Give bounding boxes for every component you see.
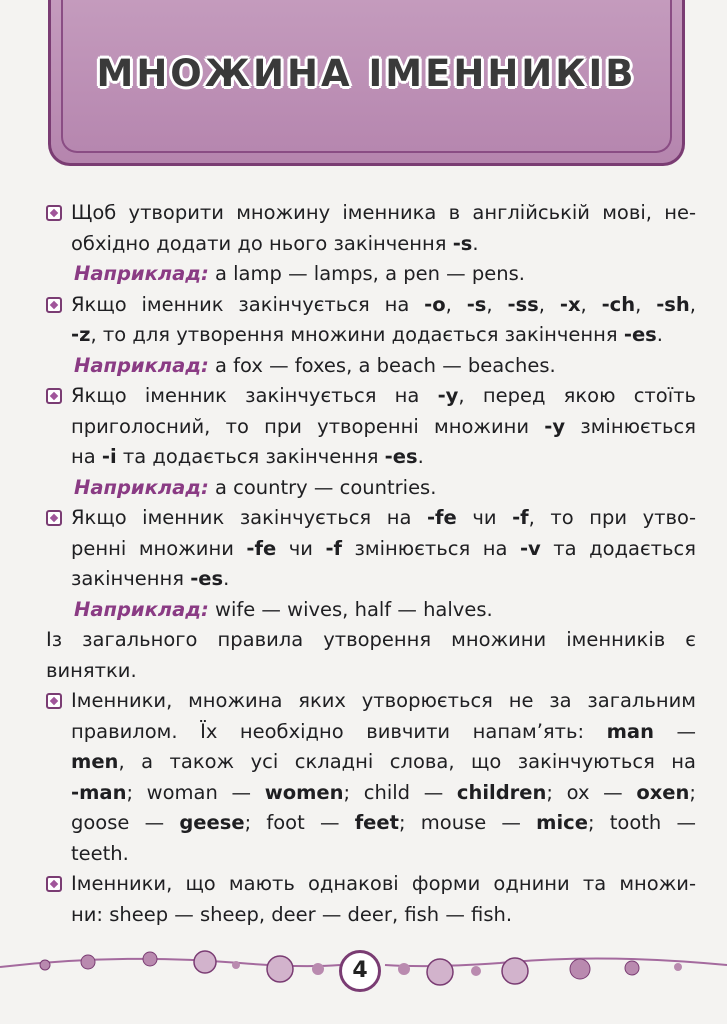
text: правилом. Їх необхідно вивчити напам’ять: bbox=[71, 719, 607, 743]
footer-dot bbox=[502, 958, 528, 984]
text: закінчення bbox=[71, 567, 191, 590]
text: ; woman — bbox=[126, 780, 265, 804]
text: ; bbox=[398, 811, 421, 834]
rule-4-line-3 bbox=[71, 564, 696, 595]
text: , bbox=[445, 292, 467, 316]
exception-2-line-2: ни: sheep — sheep, deer — deer, fish — fish. bbox=[71, 902, 513, 926]
text: , bbox=[635, 292, 657, 316]
rule-1 bbox=[46, 198, 696, 259]
rule-4-line-2 bbox=[71, 534, 696, 565]
example-label: Наприклад: bbox=[74, 262, 209, 285]
footer-dot bbox=[40, 960, 50, 970]
text: та додається закінчення bbox=[116, 445, 385, 468]
ending: -s bbox=[452, 231, 473, 255]
bullet-icon bbox=[46, 205, 62, 221]
rule-4 bbox=[46, 503, 696, 595]
ending: -f bbox=[512, 506, 529, 529]
ending: -fe bbox=[426, 506, 457, 529]
text: , bbox=[689, 292, 696, 316]
example-label: Наприклад: bbox=[74, 475, 209, 499]
ending: -x bbox=[559, 292, 581, 316]
example-text: a country — countries. bbox=[208, 475, 437, 499]
word: man bbox=[606, 719, 654, 743]
ending: -fe bbox=[246, 536, 277, 560]
text: , bbox=[486, 292, 508, 316]
word: mice bbox=[536, 811, 588, 834]
footer-dot bbox=[674, 963, 682, 971]
bullet-icon bbox=[46, 693, 62, 709]
text: mouse bbox=[420, 811, 487, 834]
text: Якщо іменник закінчується на bbox=[71, 506, 427, 529]
text: . bbox=[656, 323, 663, 346]
footer-dot bbox=[625, 961, 639, 975]
word: women bbox=[264, 780, 344, 804]
bullet-icon bbox=[46, 510, 62, 526]
exception-2 bbox=[46, 869, 696, 930]
text: — bbox=[653, 719, 697, 743]
text: . bbox=[417, 445, 424, 468]
rule-2-line-2 bbox=[71, 320, 696, 351]
footer-dot bbox=[232, 961, 240, 969]
footer-dot bbox=[194, 951, 216, 973]
ending: -es bbox=[623, 323, 657, 346]
example-label: Наприклад: bbox=[74, 353, 209, 377]
ending: -y bbox=[544, 414, 566, 438]
example-text: a lamp — lamps, a pen — pens. bbox=[208, 262, 525, 285]
ending: -s bbox=[466, 292, 487, 316]
exception-1-line-2 bbox=[71, 717, 696, 748]
footer-dot bbox=[143, 952, 157, 966]
rule-2 bbox=[46, 290, 696, 351]
text: — bbox=[304, 811, 355, 834]
ending: -sh bbox=[656, 292, 690, 316]
exception-1-line-1: Іменники, множина яких утворюється не за загальним bbox=[71, 689, 696, 712]
text: foot bbox=[266, 811, 305, 834]
text: чи bbox=[456, 506, 513, 529]
exception-2-line-1: Іменники, що мають однакові форми однини та множи- bbox=[71, 872, 696, 895]
page-number: 4 bbox=[339, 950, 381, 992]
text: ренні множини bbox=[71, 536, 247, 560]
ending: -z bbox=[71, 323, 91, 346]
ending: -f bbox=[325, 536, 343, 560]
ending: -es bbox=[190, 567, 224, 590]
text: . bbox=[223, 567, 230, 590]
text: на bbox=[71, 445, 102, 468]
rule-1-line-1: Щоб утворити множину іменника в англійській мові, не- bbox=[71, 201, 696, 224]
example-4 bbox=[46, 595, 696, 626]
text: , то для утворення множини додається закінчення bbox=[90, 323, 624, 346]
exception-1-line-6: teeth. bbox=[71, 841, 129, 865]
exception-1-line-3 bbox=[71, 747, 696, 778]
text: — bbox=[661, 811, 696, 834]
exception-1 bbox=[46, 686, 696, 869]
ending: -v bbox=[519, 536, 541, 560]
text: змінюється на bbox=[342, 536, 520, 560]
rule-2-line-1 bbox=[71, 290, 696, 321]
general-line-2: винятки. bbox=[46, 658, 137, 682]
text: та додається bbox=[540, 536, 696, 560]
text: , bbox=[580, 292, 602, 316]
text: Якщо іменник закінчується на bbox=[71, 292, 425, 316]
footer-dot bbox=[398, 963, 410, 975]
example-3 bbox=[46, 473, 696, 504]
rule-4-line-1 bbox=[71, 503, 696, 534]
example-1 bbox=[46, 259, 696, 290]
text: — bbox=[129, 811, 180, 834]
text: приголосний, то при утворенні множини bbox=[71, 414, 545, 438]
example-text: a fox — foxes, a beach — beaches. bbox=[208, 353, 556, 377]
exception-1-line-4 bbox=[71, 778, 696, 809]
rule-1-line-2 bbox=[71, 229, 696, 260]
example-2 bbox=[46, 351, 696, 382]
text: . bbox=[472, 231, 479, 255]
ending: -o bbox=[424, 292, 446, 316]
text: ; child — bbox=[343, 780, 457, 804]
bullet-icon bbox=[46, 876, 62, 892]
exception-1-line-5 bbox=[71, 808, 696, 839]
footer-dot bbox=[312, 963, 324, 975]
bullet-icon bbox=[46, 297, 62, 313]
footer-dot bbox=[471, 966, 481, 976]
rule-3-line-1 bbox=[71, 381, 696, 412]
text: tooth bbox=[609, 811, 662, 834]
ending: -ch bbox=[601, 292, 636, 316]
rule-3-line-3 bbox=[71, 442, 696, 473]
word: oxen bbox=[636, 780, 690, 804]
text: — bbox=[486, 811, 537, 834]
text: , а також усі складні слова, що закінчуються на bbox=[118, 750, 696, 773]
word: geese bbox=[179, 811, 245, 834]
text: ; bbox=[587, 811, 610, 834]
ending: -es bbox=[384, 445, 418, 468]
page-title: МНОЖИНА ІМЕННИКІВ bbox=[96, 52, 637, 95]
header-banner bbox=[48, 0, 685, 166]
word: -man bbox=[71, 780, 127, 804]
footer-dot bbox=[570, 959, 590, 979]
content bbox=[46, 198, 696, 930]
bullet-icon bbox=[46, 388, 62, 404]
text: змінюється bbox=[565, 414, 696, 438]
text: ; bbox=[244, 811, 267, 834]
ending: -ss bbox=[507, 292, 539, 316]
footer-dot bbox=[427, 959, 453, 985]
text: , перед якою стоїть bbox=[458, 384, 696, 407]
ending: -i bbox=[101, 445, 117, 468]
rule-3-line-2 bbox=[71, 412, 696, 443]
rule-3 bbox=[46, 381, 696, 473]
text: Якщо іменник закінчується на bbox=[71, 384, 438, 407]
footer-dot bbox=[81, 955, 95, 969]
word: children bbox=[456, 780, 547, 804]
text: чи bbox=[276, 536, 326, 560]
text: обхідно додати до нього закінчення bbox=[71, 231, 453, 255]
general-line-1: Із загального правила утворення множини іменників є bbox=[46, 628, 696, 651]
text: goose bbox=[71, 811, 130, 834]
text: ; ox — bbox=[546, 780, 637, 804]
word: men bbox=[71, 750, 119, 773]
word: feet bbox=[354, 811, 399, 834]
text: , bbox=[538, 292, 560, 316]
example-text: wife — wives, half — halves. bbox=[208, 597, 493, 621]
footer-dot bbox=[267, 956, 293, 982]
general-note bbox=[46, 625, 696, 686]
text: , то при утво- bbox=[528, 506, 696, 529]
example-label: Наприклад: bbox=[74, 597, 209, 621]
text: ; bbox=[689, 780, 696, 804]
ending: -y bbox=[437, 384, 459, 407]
